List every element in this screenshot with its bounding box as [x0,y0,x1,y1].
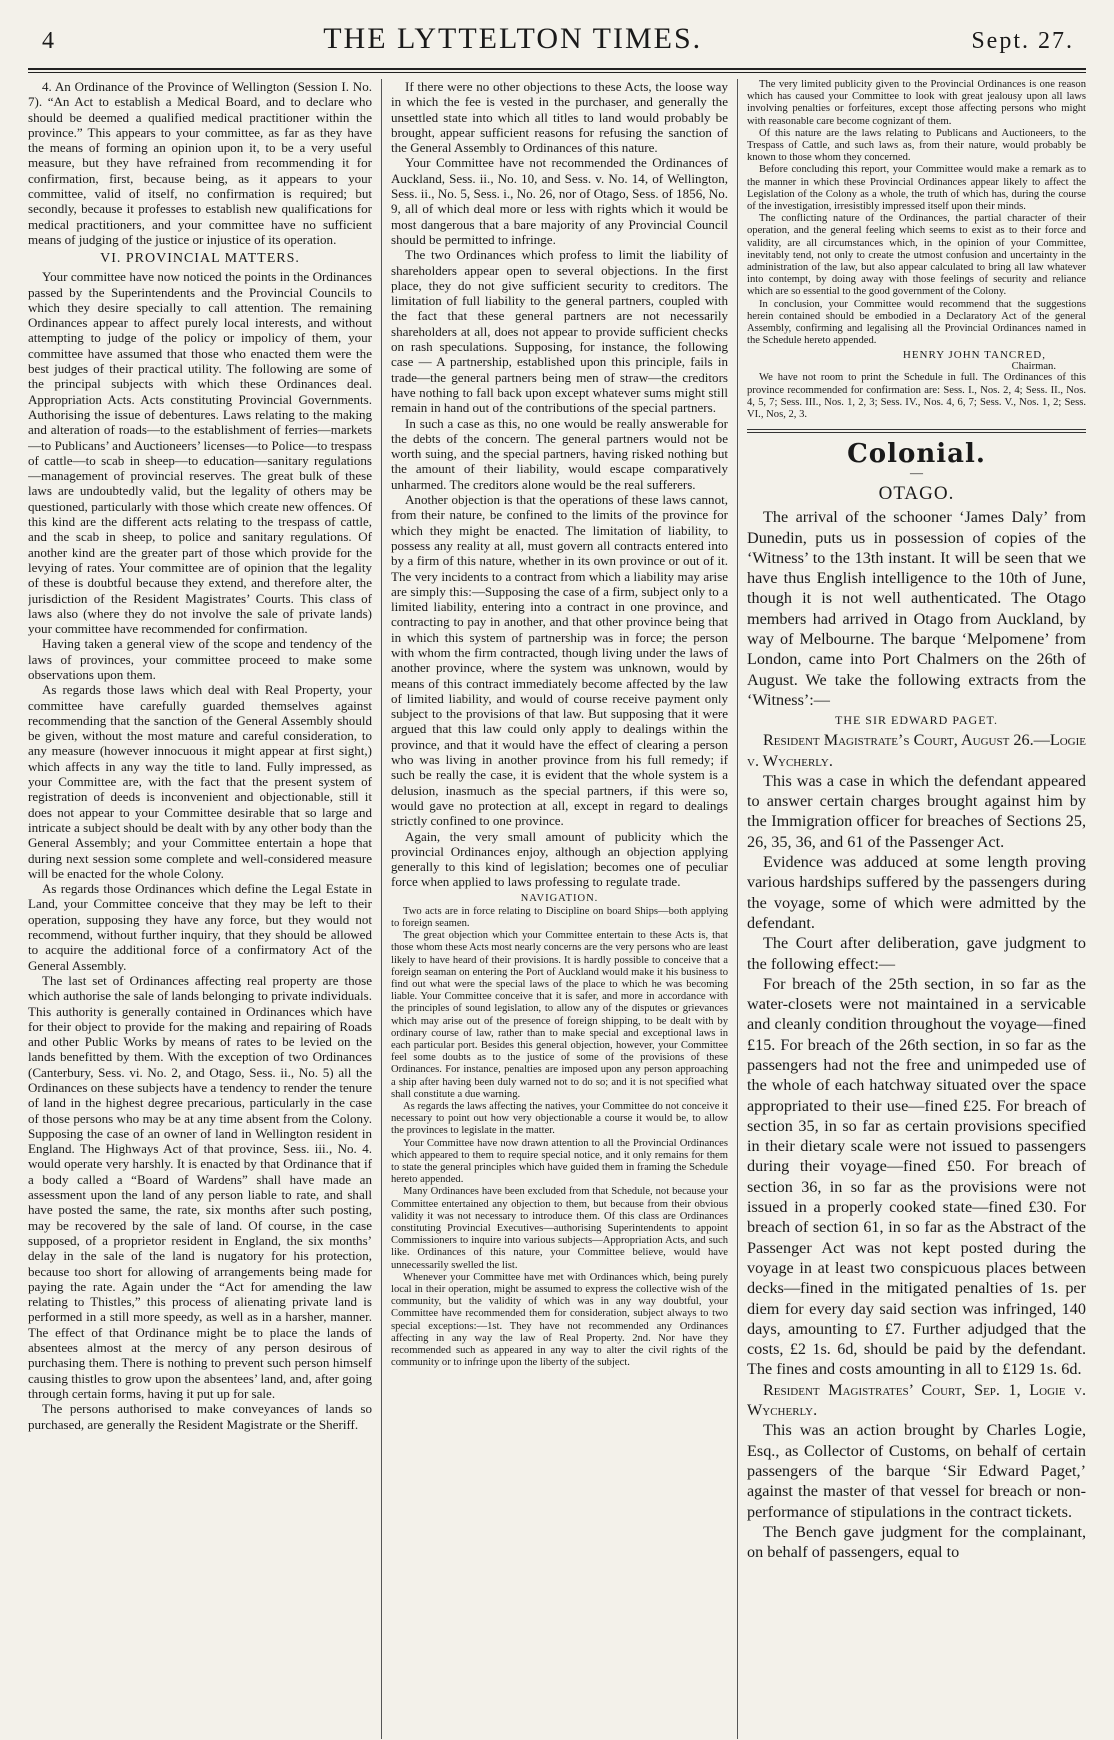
signature: HENRY JOHN TANCRED, [902,349,1046,362]
article-paragraph: If there were no other objections to these Acts, the loose way in which the fee is vested in the purchaser, and generally the unsettled state into which all titles to land would probably be brought, appear sufficient reasons for refusing the sanction of the General Assembly to Ordinances of this nature. [391,79,728,156]
column-3 [738,79,1086,1739]
court-heading: Resident Magistrate’s Court, August 26.—Logie v. Wycherly. [747,731,1086,770]
article-paragraph: As regards those Ordinances which define the Legal Estate in Land, your Committee conceive that they may be left to their operation, supposing they have any force, but they would not recommend, without further inquiry, that they should be allowed to acquire the additional force of a confirmatory Act of the General Assembly. [28,881,372,973]
article-paragraph: Whenever your Committee have met with Ordinances which, being purely local in their operation, might be assumed to express the collective wish of the community, but the validity of which was in any way doubtful, your Committee have recommended them for consideration, subject always to two special exceptions:—1st. They have not recommended any Ordinances affecting in any way the law of Real Property. 2nd. Nor have they recommended such as appeared in any way to alter the civil rights of the community or to infringe upon the liberty of the subject. [391,1271,728,1369]
masthead-rule [28,68,1086,73]
article-paragraph: The persons authorised to make conveyances of lands so purchased, are generally the Resident Magistrate or the Sheriff. [28,1401,372,1432]
article-paragraph: Another objection is that the operations of these laws cannot, from their nature, be confined to the limits of the province for which they might be enacted. The limitation of liability, to possess any reality at all, must govern all contracts entered into by a firm of this nature, whether in its own province or out of it. The very incidents to a contract from which a liability may arise are simply this:—Supposing the case of a firm, subject only to a limited liability, entering into a contract in one province, and contracting to pay in another, and that other province being that in which this system of partnership was in force; the person with whom the firm contracted, though living under the laws of another province, where the system was unknown, would by means of this contract immediately become affected by the law of limited liability, and would of course receive payment only subject to the provisions of that law. But supposing that it were argued that this law could only apply to dealings within the province, and that it would have the effect of clearing a person who was living in another province from his full remedy; if such be really the case, it is evident that the whole system is a delusion, inasmuch as the special partners, if this were so, would gave no protection at all, except in regard to dealings strictly confined to one province. [391,492,728,829]
signature-role: Chairman. [1011,361,1056,373]
newspaper-title: THE LYTTELTON TIMES. [323,22,703,55]
court-heading: Resident Magistrates’ Court, Sep. 1, Logie v. Wycherly. [747,1380,1086,1420]
article-paragraph: In such a case as this, no one would be really answerable for the debts of the concern. The general partners would not be worth suing, and the special partners, having risked nothing but the amount of their liability, would escape comparatively unharmed. The creditors alone would be the real sufferers. [391,415,728,492]
article-paragraph: The arrival of the schooner ‘James Daly’ from Dunedin, puts us in possession of copies of the ‘Witness’ to the 13th instant. It will be seen that we have thus English intelligence to the 10th of June, though it is not well authenticated. The Otago members had arrived in Otago from Auckland, by way of Melbourne. The barque ‘Melpomene’ from London, came into Port Chalmers on the 26th of August. We take the following extracts from the ‘Witness’:— [747,508,1086,709]
heading-dash: — [910,465,923,481]
article-paragraph: Before concluding this report, your Committee would make a remark as to the manner in which these Provincial Ordinances appear likely to affect the Legislation of the Colony as a whole, the truth of which has, during the course of the investigation, irresistibly impressed itself upon their minds. [747,164,1086,213]
article-paragraph: Two acts are in force relating to Discipline on board Ships—both applying to foreign seamen. [391,905,728,929]
masthead [28,22,1086,64]
article-paragraph: The two Ordinances which profess to limit the liability of shareholders appear open to several objections. In the first place, they do not give sufficient security to creditors. The limitation of full liability to the general partners, coupled with the fact that these general partners are not necessarily shareholders at all, does not appear to provide sufficient checks on rash speculations. Supposing, for instance, the following case — A partnership, established upon this principle, fails in trade—the general partners being men of straw—the creditors have nothing to fall back upon except whatever sums might still remain in hand out of the contributions of the special partners. [391,247,728,416]
column-2 [382,79,738,1739]
article-paragraph: In conclusion, your Committee would recommend that the suggestions herein contained should be embodied in a Declaratory Act of the general Assembly, confirming and legalising all the Provincial Ordinances named in the Schedule hereto appended. [747,298,1086,347]
article-paragraph: The great objection which your Committee entertain to these Acts is, that those whom these Acts most nearly concerns are the very persons who are least likely to have heard of their provisions. It is hardly possible to conceive that a foreign seaman on entering the Port of Auckland would make it his business to find out what were the special laws of the place to which he was becoming liable. Your Committee conceive that it is safer, and more in accordance with the principles of sound legislation, to allow any of the disputes or grievances which may arise out of the presence of foreign shipping, to be dealt with by ordinary course of law, rather than to make special and exceptional laws in each particular port. Besides this general objection, however, your Committee feel some doubts as to the justice of some of the provisions of these Ordinances. For instance, penalties are imposed upon any person approaching a ship after having been duly warned not to do so; and it is not specified what shall constitute a due warning. [391,930,728,1100]
article-paragraph: Evidence was adduced at some length proving various hardships suffered by the passengers during the voyage, some of which were admitted by the defendant. [747,853,1086,932]
article-paragraph: The Court after deliberation, gave judgment to the following effect:— [747,934,1086,973]
article-paragraph: Many Ordinances have been excluded from that Schedule, not because your Committee entertained any objection to them, but because from their obvious validity it was not necessary to introduce them. Of this class are Ordinances constituting Provincial Executives—authorising Superintendents to appoint Commissioners to inquire into various subjects—Appropriation Acts, and such like. Ordinances of this nature, your Committee believe, would have unnecessarily swelled the list. [391,1186,728,1271]
article-paragraph: This was an action brought by Charles Logie, Esq., as Collector of Customs, on behalf of certain passengers of the barque ‘Sir Edward Paget,’ against the master of that vessel for breach or non-performance of stipulations in the contract tickets. [747,1421,1086,1521]
article-paragraph: Your Committee have now drawn attention to all the Provincial Ordinances which appeared to them to require special notice, and it only remains for them to state the general principles which have guided them in framing the Schedule hereto appended. [391,1137,728,1186]
article-paragraph: For breach of the 25th section, in so far as the water-closets were not maintained in a servicable and cleanly condition throughout the voyage—fined £15. For breach of the 26th section, in so far as the passengers had not the free and unimpeded use of the whole of each hatchway situated over the space appropriated to their use—fined £25. For breach of section 35, in so far as certain provisions specified in their dietary scale were not issued to passengers during their voyage—fined £50. For breach of section 36, in so far as the provisions were not issued in a properly cooked state—fined £30. For breach of section 61, in so far as the Abstract of the Passenger Act was not kept posted during the voyage in at least two conspicuous places between decks—fined in the mitigated penalties of 1s. per diem for every day said section was infringed, 140 days, amounting to £7. Further adjudged that the costs, £2 1s. 6d, should be paid by the defendant. The fines and costs amounting in all to £129 1s. 6d. [747,974,1086,1379]
issue-date: Sept. 27. [971,28,1074,54]
region-heading: OTAGO. [878,483,955,505]
article-paragraph: Your committee have now noticed the points in the Ordinances passed by the Superintendents and the Provincial Councils to which they desire specially to call attention. The remaining Ordinances appear to affect purely local interests, and without attempting to judge of the policy or impolicy of them, your committee have assumed that those who enacted them were the best judges of their practical utility. The following are some of the principal subjects with which these Ordinances deal. Appropriation Acts. Acts constituting Provincial Governments. Authorising the issue of debentures. Laws relating to the making and alteration of roads—to the establishment of ferries—markets—to Publicans’ and Auctioneers’ licenses—to Police—to trespass of cattle—to scab in sheep—to education—sanitary regulations—management of provincial reserves. The great bulk of these laws are undoubtedly valid, but the legality of others may be questioned, particularly with those which create new offences. Of this kind are the different acts relating to the trespass of cattle, and the scab in sheep, to police and sanitary regulations. Of another kind are the greater part of those which provide for the levying of rates. Your committee are of opinion that the legality of these is doubtful because they extend, and therefore alter, the jurisdiction of the Resident Magistrates’ Courts. This class of laws also (where they do not involve the sale of private lands) your committee have recommended for confirmation. [28,269,372,637]
column-1 [28,79,382,1739]
ship-heading: THE SIR EDWARD PAGET. [834,713,998,728]
article-paragraph: As regards the laws affecting the natives, your Committee do not conceive it necessary to point out how very objectionable a course it would be, to allow the provinces to legislate in the matter. [391,1100,728,1137]
article-paragraph: The last set of Ordinances affecting real property are those which authorise the sale of lands belonging to private individuals. This authority is generally contained in Ordinances which have for their object to provide for the making and repairing of Roads and other Public Works by means of rates to be levied on the lands benefitted by them. With the exception of two Ordinances (Canterbury, Sess. vi. No. 2, and Otago, Sess. ii., No. 5) all the Ordinances on these subjects have a tendency to render the tenure of land in the highest degree precarious, particularly in the case of those persons who may be at any time absent from the Colony. Supposing the case of an owner of land in Wellington resident in England. The Highways Act of that province, Sess. iii., No. 4. would operate very harshly. It is enacted by that Ordinance that if a body called a “Board of Wardens” shall have made an assessment upon the land of any person liable to rate, and shall have posted the same, the rate, six months after such posting, may be recovered by the sale of land. Of course, in the case supposed, of a proprietor resident in England, the six months’ delay in the sale of the land is nugatory for his protection, because too short for allowing of arrangements being made for paying the rate. Again under the “Act for amending the law relating to Thistles,” this process of alienating private land is performed in a still more speedy, as well as in a harsher, manner. The effect of that Ordinance might be to place the lands of absentees almost at the mercy of any person desirous of purchasing them. There is nothing to prevent such person himself causing thistles to grow upon the absentees’ land, and, after going through certain forms, having it put up for sale. [28,972,372,1401]
article-paragraph: The very limited publicity given to the Provincial Ordinances is one reason which has caused your Committee to look with great jealousy upon all laws involving penalties or forfeitures, except those affecting persons who might with reasonable care become cognizant of them. [747,79,1086,127]
article-paragraph: Having taken a general view of the scope and tendency of the laws of provinces, your committee proceed to make some observations upon them. [28,636,372,682]
article-paragraph: Again, the very small amount of publicity which the provincial Ordinances enjoy, although an objection applying generally to this kind of legislation; becomes one of peculiar force when applied to laws professing to regulate trade. [391,828,728,890]
columns [28,79,1086,1739]
navigation-heading: NAVIGATION. [520,892,599,904]
section-divider [747,429,1086,433]
page-number: 4 [42,28,54,54]
article-paragraph: The Bench gave judgment for the complainant, on behalf of passengers, equal to [747,1522,1086,1562]
article-paragraph: Of this nature are the laws relating to Publicans and Auctioneers, to the Trespass of Cattle, and such laws as, from their nature, would probably be known to those whom they concerned. [747,127,1086,164]
colonial-heading: Colonial. [847,439,986,470]
article-paragraph: Your Committee have not recommended the Ordinances of Auckland, Sess. ii., No. 10, and Sess. v. No. 14, of Wellington, Sess. ii., No. 5, Sess. i., No. 26, nor of Otago, Sess. of 1856, No. 9, all of which deal more or less with rights which it would be most dangerous that a bare majority of any Provincial Council should be permitted to infringe. [391,155,728,247]
article-paragraph: As regards those laws which deal with Real Property, your committee have carefully guarded themselves against recommending that the sanction of the General Assembly should be given, without the most mature and careful consideration, to any measure (however innocuous it might appear at first sight,) which affects in any way the title to land. Fully impressed, as your Committee are, with the fact that the present system of registration of deeds is inconvenient and objectionable, still it does not appear to your Committee desirable that so large and intricate a subject should be dealt with by any other body than the General Assembly; and your Committee entertain a hope that during next session some complete and well-considered measure will be enacted for the whole Colony. [28,682,372,881]
schedule-note: We have not room to print the Schedule in full. The Ordinances of this province recommended for confirmation are: Sess. I., Nos. 2, 4; Sess. II., Nos. 4, 5, 7; Sess. III., Nos. 1, 2, 3; Sess. IV., Nos. 4, 6, 7; Sess. V., Nos. 1, 2; Sess. VI., Nos, 2, 3. [747,372,1086,421]
section-heading: VI. PROVINCIAL MATTERS. [100,251,300,267]
article-paragraph: This was a case in which the defendant appeared to answer certain charges brought against him by the Immigration officer for breaches of Sections 25, 26, 35, 36, and 61 of the Passenger Act. [747,771,1086,851]
article-paragraph: The conflicting nature of the Ordinances, the partial character of their operation, and the general feeling which seems to exist as to their force and validity, are all circumstances which, in the opinion of your Committee, inevitably tend, not only to create the utmost confusion and uncertainty in the administration of the law, but also appear calculated to bring all law whatever into contempt, by doing away with those feelings of security and reliance which are so essential to the good government of the Colony. [747,213,1086,298]
article-paragraph: 4. An Ordinance of the Province of Wellington (Session I. No. 7). “An Act to establish a Medical Board, and to declare who should be deemed a qualified medical practitioner within the province.” This appears to your committee, as far as they have the means of forming an opinion upon it, to be a very useful measure, but they have refrained from recommending it for confirmation, first, because being, as it appears to your committee, valid of itself, no confirmation is required; but secondly, because it professes to establish new qualifications for medical practitioners, and your committee have no sufficient means of judging of the justice or injustice of its operation. [28,79,372,247]
